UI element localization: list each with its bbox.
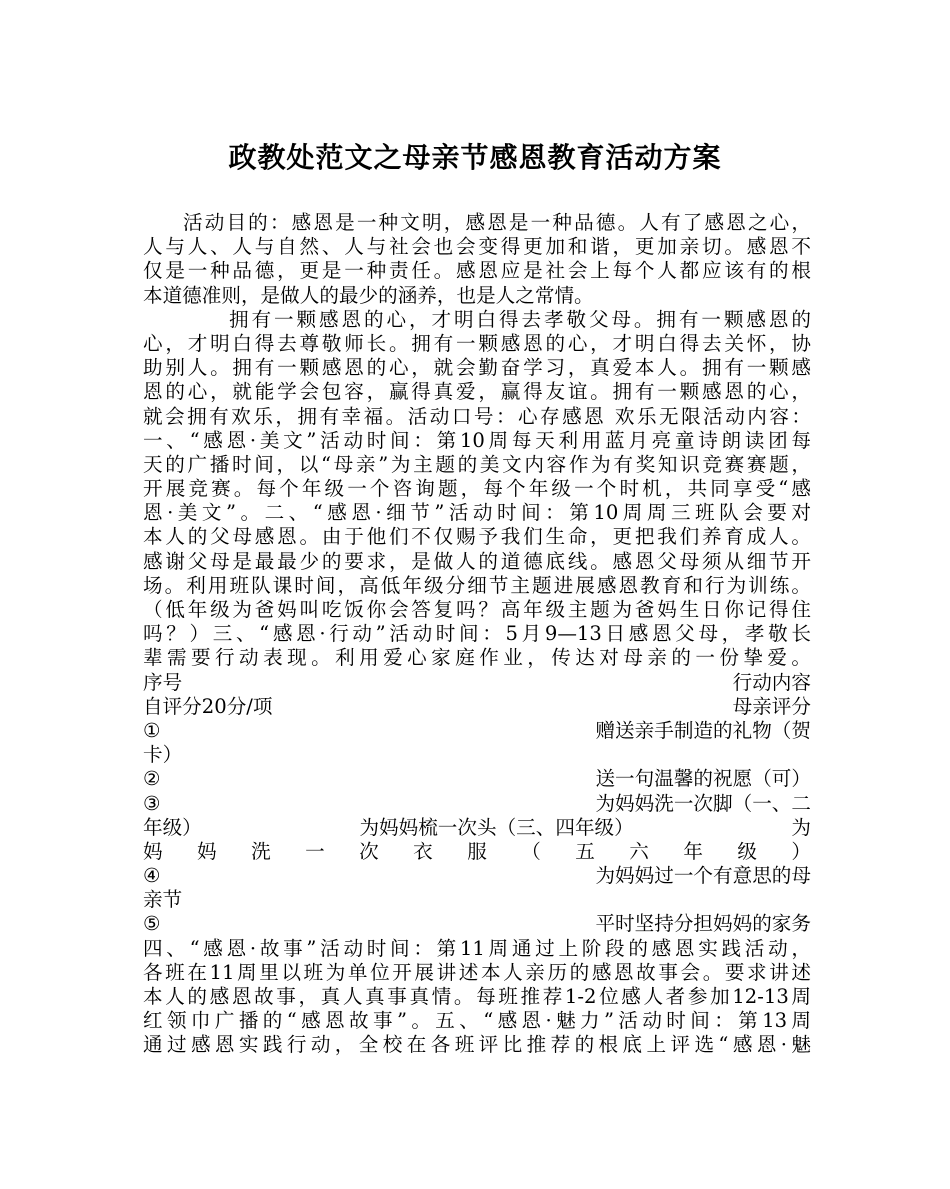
row-text-wrap: 卡） [143,743,183,767]
paragraph-line: 感谢父母是最最少的要求，是做人的道德底线。感恩父母须从细节开 [143,549,811,573]
table-row [143,864,811,888]
page-title: 政教处范文之母亲节感恩教育活动方案 [228,141,722,174]
table-header-row [143,695,811,719]
paragraph-line: 吗？）三、“感恩·行动”活动时间：5月9—13日感恩父母，孝敬长 [143,622,811,646]
paragraph-line: 场。利用班队课时间，高低年级分细节主题进展感恩教育和行为训练。 [143,573,811,597]
row-number: ③ [143,791,161,815]
row-text: 为妈妈过一个有意思的母 [595,864,811,888]
document-body [143,211,811,1058]
table-header-cell: 行动内容 [732,670,811,694]
row-text-wrap [143,840,811,864]
table-row [143,719,811,743]
paragraph-line: 红领巾广播的“感恩故事”。五、“感恩·魅力”活动时间：第13周 [143,1009,811,1033]
paragraph-line: 恩·美文”。二、“感恩·细节”活动时间：第10周周三班队会要对 [143,501,811,525]
spread-char: ） [791,839,811,863]
row-text-part: 为妈妈梳一次头（三、四年级） [359,815,634,839]
spread-char: 洗 [251,839,271,863]
paragraph-line: 活动目的：感恩是一种文明，感恩是一种品德。人有了感恩之心， [183,211,811,234]
table-header-cell: 序号 [143,670,183,694]
row-text: 送一句温馨的祝愿（可） [595,767,811,791]
paragraph-line: 各班在11周里以班为单位开展讲述本人亲历的感恩故事会。要求讲述 [143,960,811,984]
paragraph-line: 心，才明白得去尊敬师长。拥有一颗感恩的心，才明白得去关怀，协 [143,331,811,355]
row-text-wrap: 亲节 [143,888,183,912]
spread-char: 六 [629,839,649,863]
paragraph-line: 本道德准则，是做人的最少的涵养，也是人之常情。 [143,283,594,307]
row-text: 为妈妈洗一次脚（一、二 [595,791,811,815]
paragraph-line: 天的广播时间，以“母亲”为主题的美文内容作为有奖知识竞赛赛题， [143,452,811,476]
row-text-part: 为 [791,815,811,839]
table-row [143,767,811,791]
paragraph-line: 就会拥有欢乐，拥有幸福。活动口号：心存感恩 欢乐无限活动内容： [143,404,811,428]
table-header-cell: 自评分20分/项 [143,694,273,718]
spread-char: 服 [467,839,487,863]
paragraph-line: 仅是一种品德，更是一种责任。感恩应是社会上每个人都应该有的根 [143,259,811,283]
row-number: ② [143,767,161,791]
row-number: ⑤ [143,912,161,936]
row-text-wrap [143,816,811,840]
spread-char: 一 [305,839,325,863]
row-number: ④ [143,864,161,888]
paragraph-line: 四、“感恩·故事”活动时间：第11周通过上阶段的感恩实践活动， [143,936,811,960]
spread-char: 妈 [143,839,163,863]
spread-char: 五 [575,839,595,863]
table-row [143,912,811,936]
table-row [143,792,811,816]
table-header-row [143,671,811,695]
row-number: ① [143,718,161,742]
paragraph-line: 辈需要行动表现。利用爱心家庭作业，传达对母亲的一份挚爱。 [143,646,811,670]
paragraph-line: 开展竞赛。每个年级一个咨询题，每个年级一个时机，共同享受“感 [143,477,811,501]
table-header-cell: 母亲评分 [732,694,811,718]
paragraph-line: （低年级为爸妈叫吃饭你会答复吗？高年级主题为爸妈生日你记得住 [143,598,811,621]
paragraph-line: 人与人、人与自然、人与社会也会变得更加和谐，更加亲切。感恩不 [143,235,811,259]
paragraph-line: 本人的父母感恩。由于他们不仅赐予我们生命，更把我们养育成人。 [143,525,811,549]
row-text: 赠送亲手制造的礼物（贺 [595,718,811,742]
paragraph-line: 本人的感恩故事，真人真事真情。每班推荐1-2位感人者参加12-13周 [143,985,811,1008]
paragraph-line: 通过感恩实践行动，全校在各班评比推荐的根底上评选“感恩·魅 [143,1033,811,1057]
spread-char: 衣 [413,839,433,863]
paragraph-line: 一、“感恩·美文”活动时间：第10周每天利用蓝月亮童诗朗读团每 [143,428,811,452]
spread-char: 妈 [197,839,217,863]
spread-char: 次 [359,839,379,863]
spread-char: （ [521,839,541,863]
spread-char: 年 [683,839,703,863]
paragraph-line: 恩的心，就能学会包容，赢得真爱，赢得友谊。拥有一颗感恩的心， [143,380,811,404]
paragraph-line: 助别人。拥有一颗感恩的心，就会勤奋学习，真爱本人。拥有一颗感 [143,356,811,380]
row-text: 平时坚持分担妈妈的家务 [595,912,811,936]
paragraph-line: 拥有一颗感恩的心，才明白得去孝敬父母。拥有一颗感恩的 [229,307,811,331]
row-text-part: 年级） [143,815,202,839]
spread-char: 级 [737,839,757,863]
